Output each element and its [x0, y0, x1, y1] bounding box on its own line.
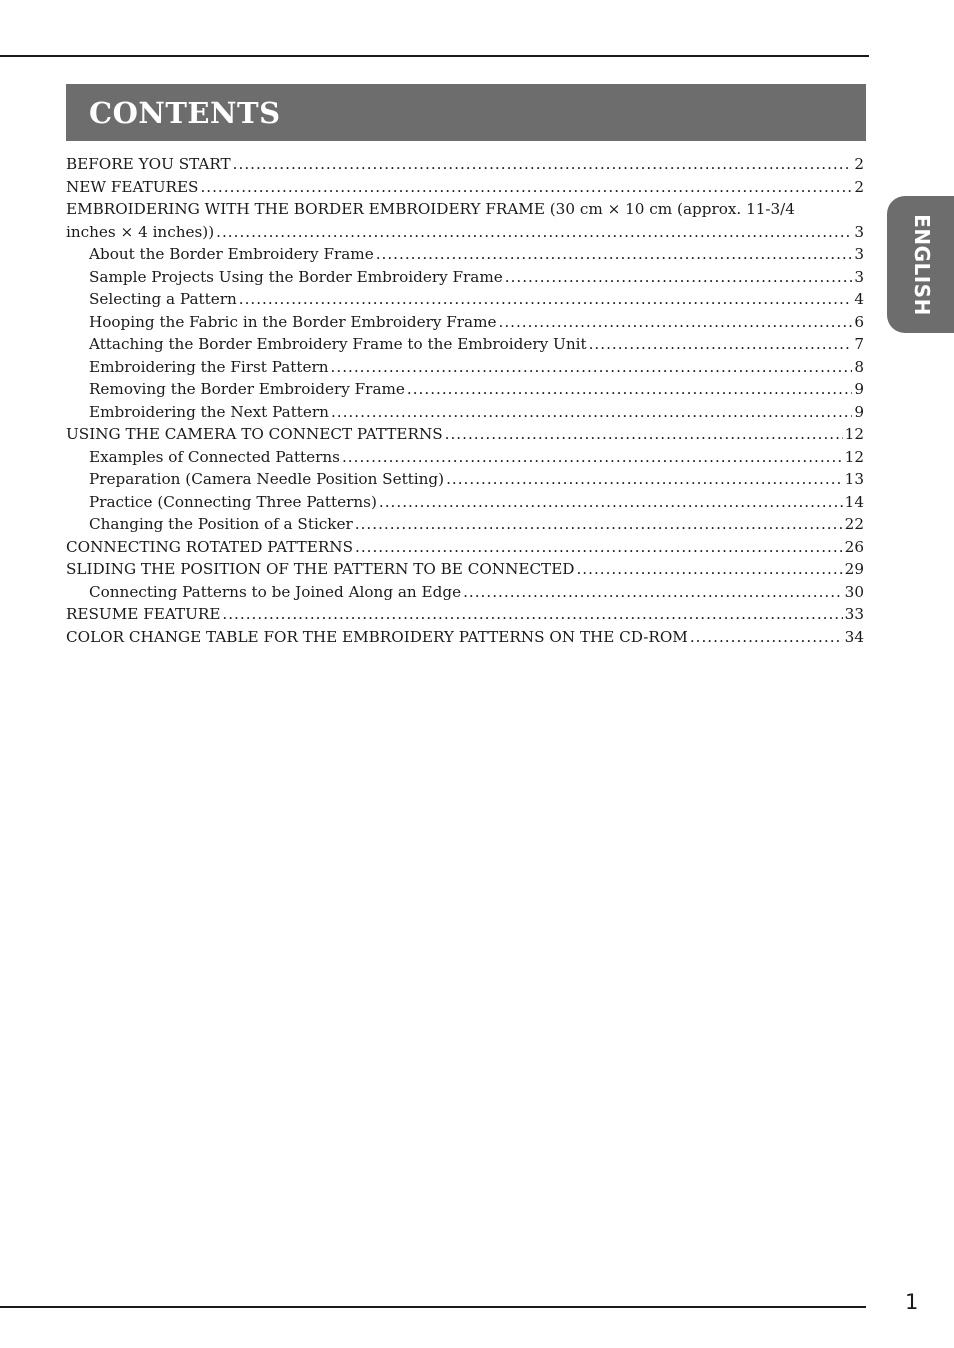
- toc-entry-examples-connected[interactable]: [66, 446, 864, 469]
- toc-entry-label: USING THE CAMERA TO CONNECT PATTERNS: [66, 425, 443, 443]
- toc-entry-label: SLIDING THE POSITION OF THE PATTERN TO BE CONNECTED: [66, 560, 575, 578]
- toc-entry-label: Embroidering the First Pattern: [89, 357, 329, 376]
- toc-entry-removing-frame[interactable]: [66, 378, 864, 401]
- toc-entry-page: 33: [844, 605, 864, 623]
- toc-entry-page: 9: [854, 402, 864, 421]
- toc-entry-connecting-rotated[interactable]: [66, 536, 864, 559]
- toc-leader-dots: [576, 558, 842, 581]
- toc-entry-page: 2: [854, 155, 864, 173]
- toc-entry-embroidering-next[interactable]: [66, 401, 864, 424]
- toc-entry-connecting-edge[interactable]: [66, 581, 864, 604]
- toc-entry-label: CONNECTING ROTATED PATTERNS: [66, 537, 353, 556]
- toc-leader-dots: [690, 626, 843, 649]
- toc-leader-dots: [216, 221, 852, 244]
- language-tab-label: ENGLISH: [910, 213, 934, 316]
- toc-entry-label: EMBROIDERING WITH THE BORDER EMBROIDERY FRAME (30 cm × 10 cm (approx. 11-3/4: [66, 200, 795, 218]
- toc-leader-dots: [355, 513, 843, 536]
- toc-entry-label: Selecting a Pattern: [89, 290, 237, 308]
- toc-entry-page: 3: [854, 245, 864, 263]
- toc-entry-label: Embroidering the Next Pattern: [89, 402, 329, 421]
- toc-leader-dots: [463, 581, 843, 604]
- toc-entry-resume-feature[interactable]: [66, 603, 864, 626]
- toc-leader-dots: [589, 333, 853, 356]
- toc-leader-dots: [376, 243, 853, 266]
- toc-entry-before-you-start[interactable]: [66, 153, 864, 176]
- toc-entry-page: 7: [854, 335, 864, 353]
- toc-entry-label: inches × 4 inches)): [66, 222, 215, 241]
- toc-entry-page: 4: [854, 290, 864, 308]
- toc-leader-dots: [342, 446, 843, 469]
- toc-entry-label: About the Border Embroidery Frame: [89, 245, 374, 263]
- toc-leader-dots: [331, 356, 853, 379]
- toc-entry-page: 34: [844, 627, 864, 646]
- toc-entry-page: 9: [854, 380, 864, 398]
- toc-leader-dots: [200, 176, 852, 199]
- toc-entry-hooping-fabric[interactable]: [66, 311, 864, 334]
- toc-entry-label: Attaching the Border Embroidery Frame to the Embroidery Unit: [89, 335, 587, 353]
- toc-leader-dots: [239, 288, 853, 311]
- toc-entry-practice[interactable]: [66, 491, 864, 514]
- toc-entry-sample-projects[interactable]: [66, 266, 864, 289]
- toc-leader-dots: [222, 603, 842, 626]
- toc-entry-label: Sample Projects Using the Border Embroidery Frame: [89, 267, 503, 286]
- toc-entry-preparation[interactable]: [66, 468, 864, 491]
- toc-entry-about-border-frame[interactable]: [66, 243, 864, 266]
- toc-entry-page: 12: [844, 425, 864, 443]
- toc-entry-page: 13: [844, 470, 864, 488]
- toc-entry-page: 22: [844, 515, 864, 533]
- toc-entry-label: COLOR CHANGE TABLE FOR THE EMBROIDERY PATTERNS ON THE CD-ROM: [66, 627, 688, 646]
- toc-entry-label: Connecting Patterns to be Joined Along an Edge: [89, 582, 462, 601]
- bottom-rule: [0, 1306, 866, 1308]
- toc-entry-border-frame-line2[interactable]: [66, 221, 864, 244]
- toc-entry-page: 3: [854, 222, 864, 241]
- toc-entry-label: Examples of Connected Patterns: [89, 447, 340, 466]
- toc-entry-changing-sticker[interactable]: [66, 513, 864, 536]
- toc-entry-attaching-frame[interactable]: [66, 333, 864, 356]
- toc-leader-dots: [233, 153, 853, 176]
- language-side-tab: [887, 196, 954, 333]
- toc-leader-dots: [355, 536, 843, 559]
- toc-entry-page: 26: [844, 537, 864, 556]
- table-of-contents: [66, 153, 864, 648]
- toc-leader-dots: [505, 266, 853, 289]
- toc-leader-dots: [445, 423, 843, 446]
- toc-entry-label: Hooping the Fabric in the Border Embroidery Frame: [89, 312, 497, 331]
- toc-entry-label: Preparation (Camera Needle Position Setting): [89, 470, 445, 488]
- page-title: CONTENTS: [89, 95, 281, 130]
- toc-entry-page: 8: [854, 357, 864, 376]
- toc-leader-dots: [407, 378, 852, 401]
- toc-entry-sliding-position[interactable]: [66, 558, 864, 581]
- toc-entry-page: 2: [854, 177, 864, 196]
- toc-entry-selecting-pattern[interactable]: [66, 288, 864, 311]
- contents-title-bar: [66, 84, 866, 141]
- toc-entry-color-change-table[interactable]: [66, 626, 864, 649]
- toc-leader-dots: [379, 491, 843, 514]
- toc-entry-page: 29: [844, 560, 864, 578]
- toc-entry-page: 30: [844, 582, 864, 601]
- top-rule: [0, 55, 869, 57]
- toc-entry-label: NEW FEATURES: [66, 177, 199, 196]
- toc-entry-label: BEFORE YOU START: [66, 155, 231, 173]
- toc-entry-page: 12: [844, 447, 864, 466]
- toc-entry-label: Removing the Border Embroidery Frame: [89, 380, 405, 398]
- toc-entry-page: 6: [854, 312, 864, 331]
- toc-leader-dots: [331, 401, 852, 424]
- toc-entry-page: 3: [854, 267, 864, 286]
- toc-entry-border-frame-line1[interactable]: [66, 198, 864, 221]
- toc-entry-label: RESUME FEATURE: [66, 605, 221, 623]
- toc-entry-label: Changing the Position of a Sticker: [89, 515, 353, 533]
- page-number: 1: [905, 1290, 919, 1314]
- toc-entry-page: 14: [844, 492, 864, 511]
- toc-entry-embroidering-first[interactable]: [66, 356, 864, 379]
- toc-entry-using-camera[interactable]: [66, 423, 864, 446]
- toc-leader-dots: [499, 311, 853, 334]
- toc-leader-dots: [446, 468, 843, 491]
- toc-entry-label: Practice (Connecting Three Patterns): [89, 492, 377, 511]
- toc-entry-new-features[interactable]: [66, 176, 864, 199]
